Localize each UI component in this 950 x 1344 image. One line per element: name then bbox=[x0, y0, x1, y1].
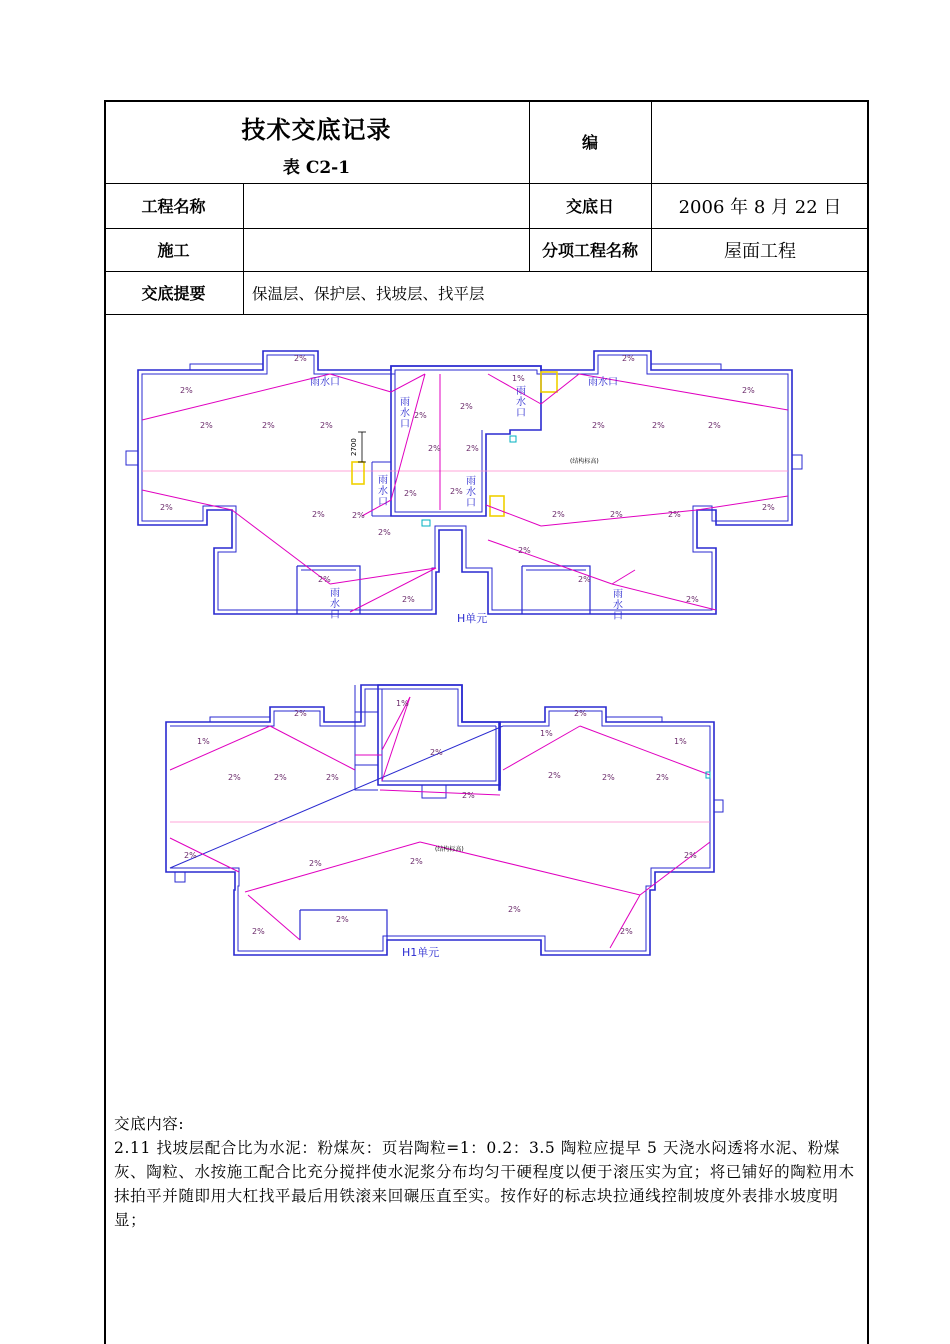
slope-mark: 2% bbox=[450, 487, 463, 496]
slope-mark: 2% bbox=[318, 575, 331, 584]
cyan-marker bbox=[510, 436, 516, 442]
roof-plan-h1-unit bbox=[166, 685, 723, 955]
slope-mark: 2% bbox=[668, 510, 681, 519]
slope-mark: 2% bbox=[652, 421, 665, 430]
slope-lines bbox=[170, 697, 710, 948]
slope-mark: 2% bbox=[200, 421, 213, 430]
form-number: 表 C2-1 bbox=[282, 157, 351, 178]
rain-outlet-char: 水 bbox=[466, 487, 476, 498]
slope-mark: 2% bbox=[228, 773, 241, 782]
slope-mark: 2% bbox=[410, 857, 423, 866]
slope-mark: 2% bbox=[160, 503, 173, 512]
construction-label: 施工 bbox=[157, 241, 190, 260]
slope-mark: 2% bbox=[686, 595, 699, 604]
slope-mark: 1% bbox=[540, 729, 553, 738]
slope-mark: 2% bbox=[602, 773, 615, 782]
slope-mark: 2% bbox=[312, 510, 325, 519]
plan-caption: H单元 bbox=[457, 612, 488, 625]
slope-mark: 2% bbox=[466, 444, 479, 453]
rain-outlet-char: 口 bbox=[400, 419, 410, 430]
rain-outlet-char: 口 bbox=[330, 610, 340, 621]
plan-wall bbox=[190, 364, 263, 370]
slope-mark: 2% bbox=[462, 791, 475, 800]
slope-mark: 2% bbox=[548, 771, 561, 780]
rain-outlet-char: 雨 bbox=[330, 588, 340, 599]
slope-mark: 1% bbox=[674, 737, 687, 746]
slope-mark: 2% bbox=[762, 503, 775, 512]
slope-mark: 2% bbox=[620, 927, 633, 936]
drain-marker bbox=[490, 496, 504, 516]
slope-mark: 2% bbox=[578, 575, 591, 584]
slope-mark: 2% bbox=[518, 546, 531, 555]
rain-outlet-char: 雨 bbox=[613, 589, 623, 600]
sub-project-value: 屋面工程 bbox=[724, 240, 796, 262]
slope-mark: 2% bbox=[352, 511, 365, 520]
slope-mark: 2% bbox=[508, 905, 521, 914]
document-title: 技术交底记录 bbox=[241, 115, 392, 144]
rain-outlet-char: 水 bbox=[613, 600, 623, 611]
slope-mark: 2% bbox=[552, 510, 565, 519]
plan-wall bbox=[175, 872, 185, 882]
rain-outlet-char: 口 bbox=[516, 408, 526, 419]
summary-value: 保温层、保护层、找坡层、找平层 bbox=[252, 284, 485, 303]
plan-wall bbox=[714, 800, 723, 812]
roof-plan-h-unit bbox=[126, 351, 802, 614]
slope-mark: 2% bbox=[430, 748, 443, 757]
summary-label: 交底提要 bbox=[141, 284, 206, 303]
slope-mark: 2% bbox=[309, 859, 322, 868]
rain-outlet-char: 水 bbox=[378, 486, 388, 497]
slope-mark: 2% bbox=[294, 709, 307, 718]
slope-mark: 2% bbox=[180, 386, 193, 395]
slope-mark: 2% bbox=[274, 773, 287, 782]
ridge-note: (结构标高) bbox=[435, 846, 464, 853]
rain-outlet-char: 水 bbox=[516, 397, 526, 408]
date-value: 2006 年 8 月 22 日 bbox=[678, 196, 842, 218]
slope-mark: 2% bbox=[622, 354, 635, 363]
slope-mark: 2% bbox=[320, 421, 333, 430]
slope-mark: 2% bbox=[252, 927, 265, 936]
drain-marker bbox=[352, 462, 364, 484]
rain-outlet-label: 雨水口 bbox=[588, 377, 618, 388]
project-name-label: 工程名称 bbox=[141, 197, 206, 216]
slope-mark: 2% bbox=[414, 411, 427, 420]
cyan-marker bbox=[422, 520, 430, 526]
slope-mark: 2% bbox=[460, 402, 473, 411]
rain-outlet-char: 口 bbox=[378, 497, 388, 508]
slope-mark: 2% bbox=[326, 773, 339, 782]
rain-outlet-label: 雨水口 bbox=[310, 377, 340, 388]
slope-mark: 2% bbox=[574, 709, 587, 718]
slope-mark: 2% bbox=[708, 421, 721, 430]
slope-mark: 2% bbox=[656, 773, 669, 782]
slope-mark: 2% bbox=[742, 386, 755, 395]
plan-wall bbox=[126, 451, 138, 465]
content-text: 2.11 找坡层配合比为水泥：粉煤灰：页岩陶粒=1：0.2：3.5 陶粒应提早 5 天浇水闷透将水泥、粉煤灰、陶粒、水按施工配合比充分搅拌使水泥浆分布均匀干硬程度以便于滚压实为宜；将已铺好的陶粒用木抹拍平并随即用大杠找平最后用铁滚来回碾压直至实。按作好的标志块拉通线控制坡度外表排水坡度明显； bbox=[114, 1139, 855, 1229]
slope-mark: 2% bbox=[428, 444, 441, 453]
slope-mark: 2% bbox=[336, 915, 349, 924]
rain-outlet-char: 雨 bbox=[516, 386, 526, 397]
slope-mark: 1% bbox=[197, 737, 210, 746]
slope-mark: 2% bbox=[262, 421, 275, 430]
rain-outlet-char: 水 bbox=[330, 599, 340, 610]
slope-mark: 2% bbox=[402, 595, 415, 604]
slope-mark: 1% bbox=[396, 699, 409, 708]
rain-outlet-char: 雨 bbox=[400, 397, 410, 408]
slope-mark: 2% bbox=[294, 354, 307, 363]
plan-outline bbox=[138, 351, 792, 614]
rain-outlet-char: 水 bbox=[400, 408, 410, 419]
content-heading: 交底内容: bbox=[114, 1115, 185, 1133]
rain-outlet-char: 口 bbox=[466, 498, 476, 509]
slope-mark: 1% bbox=[512, 374, 525, 383]
code-label: 编 bbox=[581, 133, 598, 152]
slope-mark: 2% bbox=[404, 489, 417, 498]
plan-wall bbox=[792, 455, 802, 469]
drain-marker bbox=[541, 372, 557, 392]
rain-outlet-char: 雨 bbox=[378, 475, 388, 486]
slope-mark: 2% bbox=[610, 510, 623, 519]
dimension-label: 2700 bbox=[350, 438, 358, 456]
date-label: 交底日 bbox=[565, 197, 614, 216]
slope-mark: 2% bbox=[592, 421, 605, 430]
rain-outlet-char: 口 bbox=[613, 611, 623, 622]
ridge-note: (结构标高) bbox=[570, 458, 599, 465]
slope-mark: 2% bbox=[684, 851, 697, 860]
plan-caption: H1单元 bbox=[402, 946, 440, 959]
slope-mark: 2% bbox=[184, 851, 197, 860]
content-section bbox=[114, 1112, 866, 1232]
slope-mark: 2% bbox=[378, 528, 391, 537]
rain-outlet-char: 雨 bbox=[466, 476, 476, 487]
sub-project-label: 分项工程名称 bbox=[541, 241, 638, 260]
plan-wall bbox=[651, 364, 721, 370]
